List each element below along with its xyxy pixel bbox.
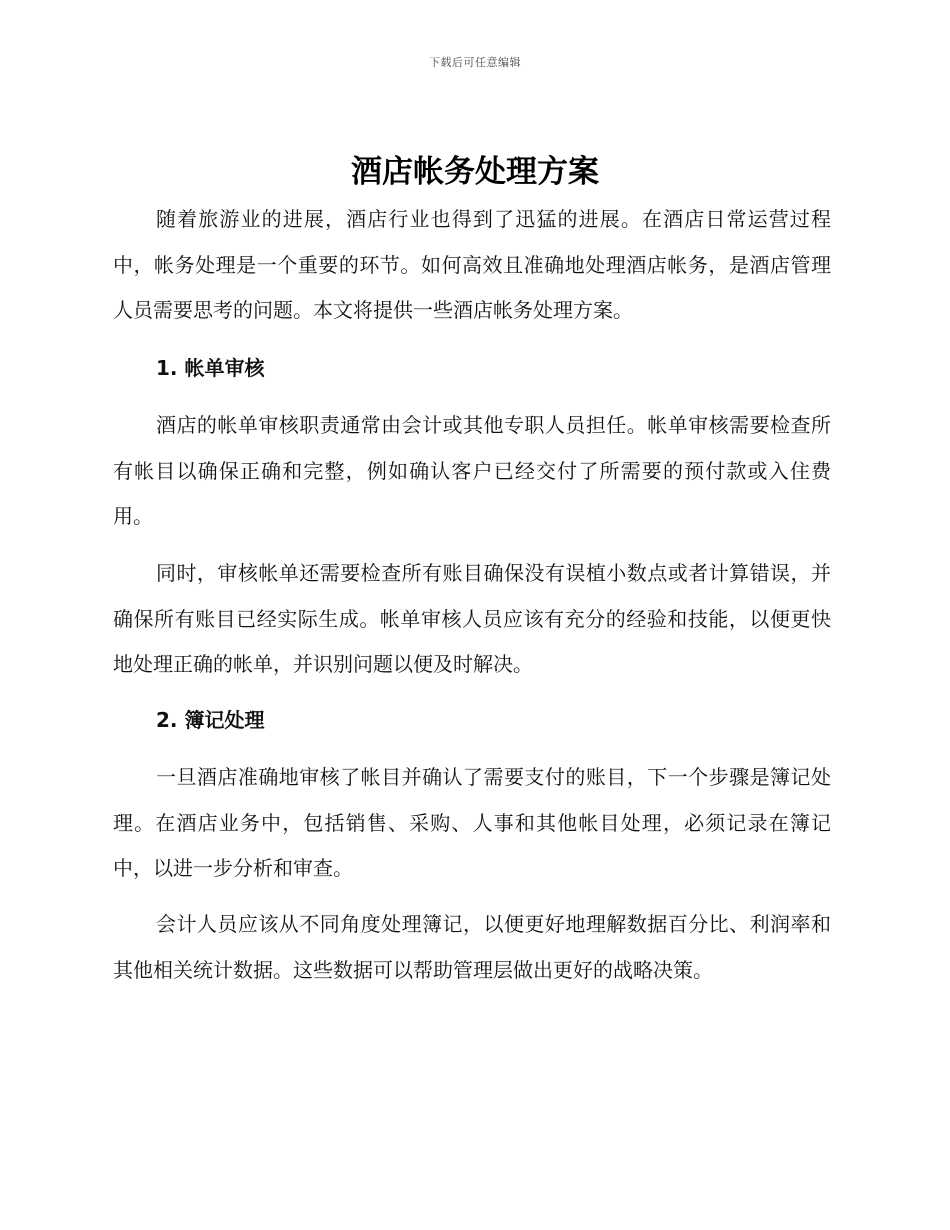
bookkeeping-paragraph-2: 会计人员应该从不同角度处理簿记，以便更好地理解数据百分比、利润率和其他相关统计数据。这些数据可以帮助管理层做出更好的战略决策。 xyxy=(113,912,831,982)
bill-audit-paragraph-2: 同时，审核帐单还需要检查所有账目确保没有误植小数点或者计算错误，并确保所有账目已经实际生成。帐单审核人员应该有充分的经验和技能，以便更快地处理正确的帐单，并识别问题以便及时解决。 xyxy=(113,561,831,676)
document-title: 酒店帐务处理方案 xyxy=(351,154,599,190)
bill-audit-paragraph-1: 酒店的帐单审核职责通常由会计或其他专职人员担任。帐单审核需要检查所有帐目以确保正确和完整，例如确认客户已经交付了所需要的预付款或入住费用。 xyxy=(113,413,831,528)
section-heading-bookkeeping: 2. 簿记处理 xyxy=(156,708,265,732)
intro-paragraph: 随着旅游业的进展，酒店行业也得到了迅猛的进展。在酒店日常运营过程中，帐务处理是一个重要的环节。如何高效且准确地处理酒店帐务，是酒店管理人员需要思考的问题。本文将提供一些酒店帐务处理方案。 xyxy=(113,207,831,322)
bookkeeping-paragraph-1: 一旦酒店准确地审核了帐目并确认了需要支付的账目，下一个步骤是簿记处理。在酒店业务中，包括销售、采购、人事和其他帐目处理，必须记录在簿记中，以进一步分析和审查。 xyxy=(113,765,831,880)
section-heading-bill-audit: 1. 帐单审核 xyxy=(156,356,265,380)
page-header-note: 下载后可任意编辑 xyxy=(429,56,521,69)
